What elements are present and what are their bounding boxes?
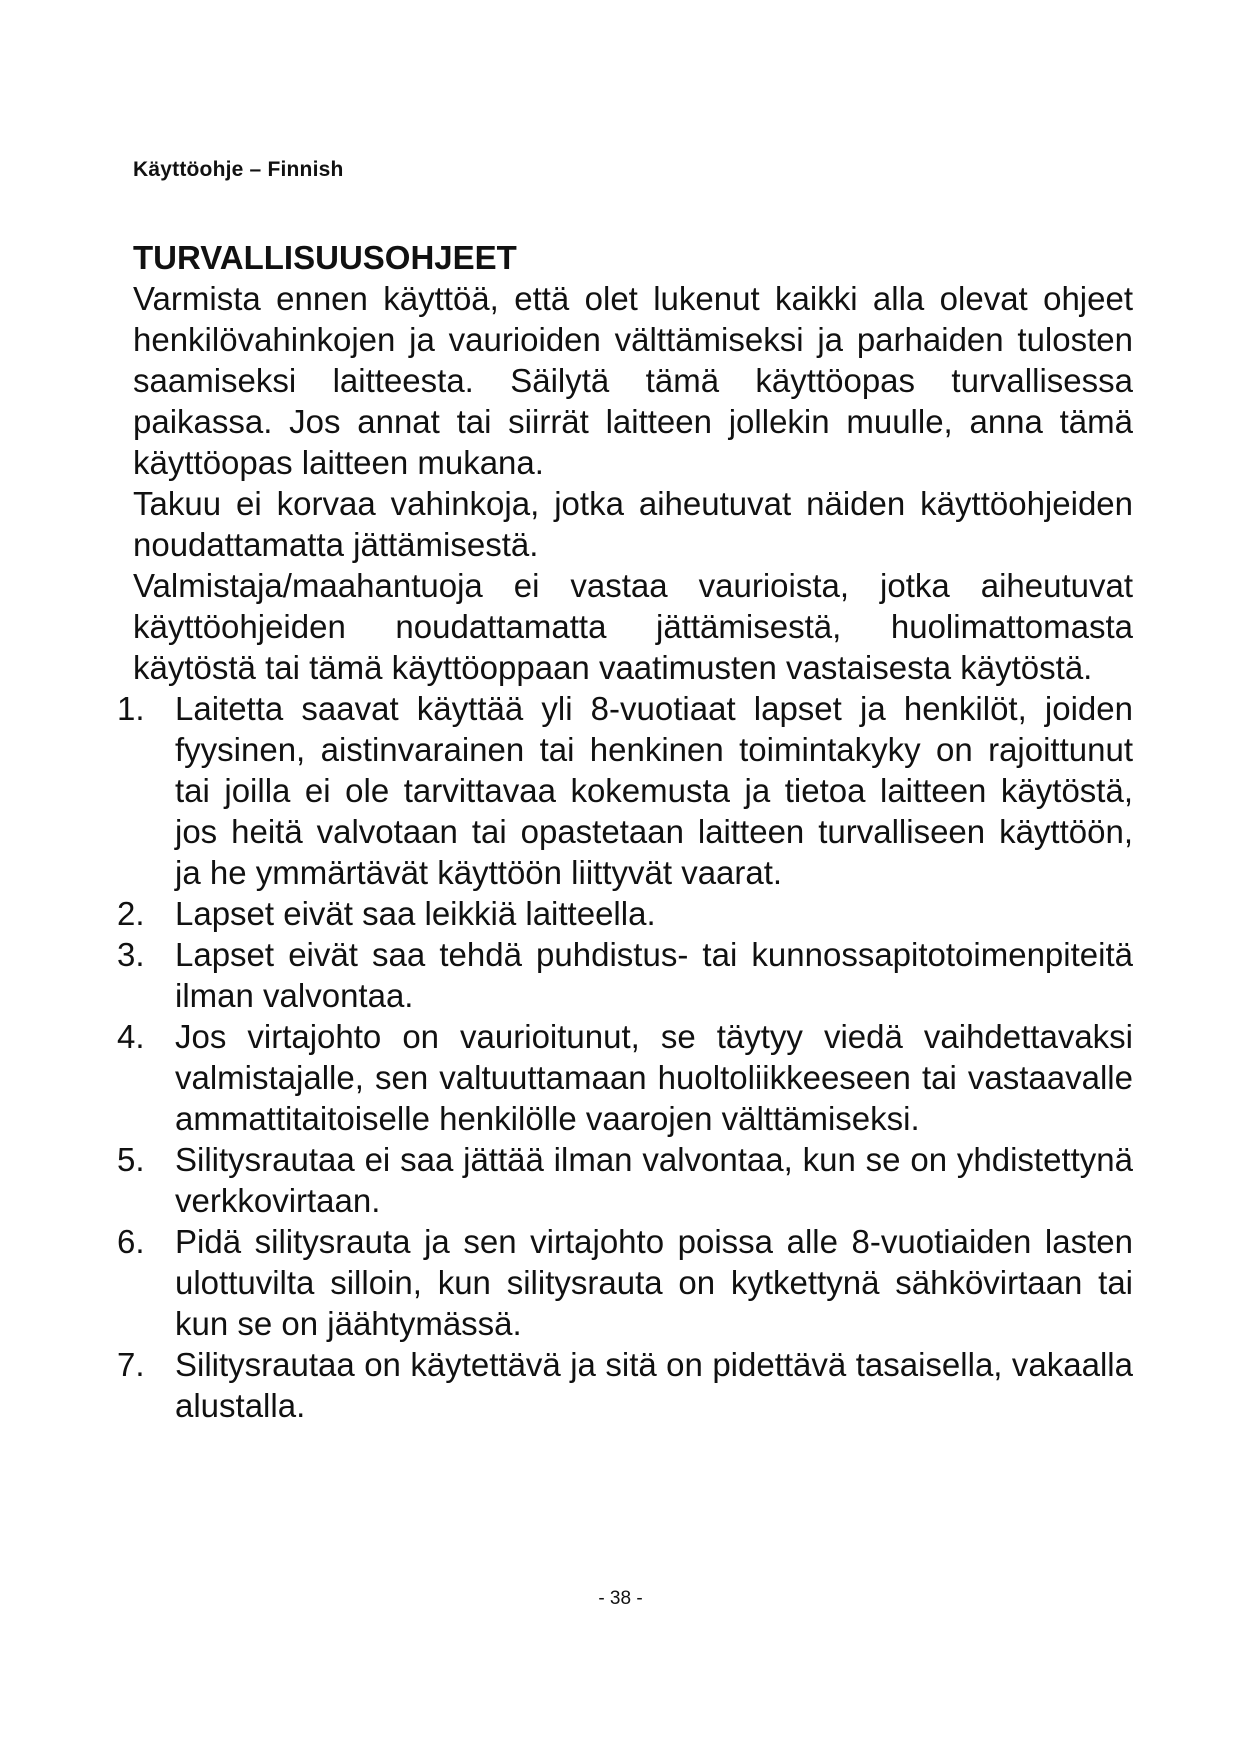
list-item <box>117 1139 1133 1221</box>
list-item <box>117 688 1133 893</box>
item-number: 6. <box>117 1223 145 1260</box>
item-number: 1. <box>117 690 145 727</box>
list-item <box>117 934 1133 1016</box>
item-number: 2. <box>117 895 145 932</box>
item-text: Jos virtajohto on vaurioitunut, se täytyy viedä vaihdettavaksi valmistajalle, sen valtuuttamaan huoltoliikkeeseen tai vastaavalle ammattitaitoiselle henkilölle vaarojen välttämiseksi. <box>175 1018 1133 1137</box>
page-number: - 38 - <box>598 1588 643 1609</box>
item-number: 7. <box>117 1346 145 1383</box>
list-item <box>117 1221 1133 1344</box>
item-text: Lapset eivät saa leikkiä laitteella. <box>175 895 656 932</box>
item-number: 5. <box>117 1141 145 1178</box>
safety-instructions-list <box>117 688 1133 1426</box>
section-title: TURVALLISUUSOHJEET <box>133 239 517 276</box>
item-number: 3. <box>117 936 145 973</box>
item-text: Silitysrautaa ei saa jättää ilman valvontaa, kun se on yhdistettynä verkkovirtaan. <box>175 1141 1133 1219</box>
item-text: Laitetta saavat käyttää yli 8-vuotiaat lapset ja henkilöt, joiden fyysinen, aistinvarainen tai henkinen toimintakyky on rajoittunut tai joilla ei ole tarvittavaa kokemusta ja tietoa laitteen käytöstä, jos heitä valvotaan tai opastetaan laitteen turvalliseen käyttöön, ja he ymmärtävät käyttöön liittyvät vaarat. <box>175 690 1133 891</box>
safety-section <box>117 238 1133 1426</box>
item-text: Pidä silitysrauta ja sen virtajohto poissa alle 8-vuotiaiden lasten ulottuvilta silloin, kun silitysrauta on kytkettynä sähkövirtaan tai kun se on jäähtymässä. <box>175 1223 1133 1342</box>
intro-paragraph: Valmistaja/maahantuoja ei vastaa vaurioista, jotka aiheutuvat käyttöohjeiden noudattamatta jättämisestä, huolimattomasta käytöstä tai tämä käyttöoppaan vaatimusten vastaisesta käytöstä. <box>133 567 1133 686</box>
list-item <box>117 1344 1133 1426</box>
item-text: Lapset eivät saa tehdä puhdistus- tai kunnossapitotoimenpiteitä ilman valvontaa. <box>175 936 1133 1014</box>
manual-language-label: Käyttöohje – Finnish <box>133 158 344 181</box>
intro-paragraph: Varmista ennen käyttöä, että olet lukenut kaikki alla olevat ohjeet henkilövahinkojen ja vaurioiden välttämiseksi ja parhaiden tulosten saamiseksi laitteesta. Säilytä tämä käyttöopas turvallisessa paikassa. Jos annat tai siirrät laitteen jollekin muulle, anna tämä käyttöopas laitteen mukana. <box>133 280 1133 481</box>
item-number: 4. <box>117 1018 145 1055</box>
intro-paragraph: Takuu ei korvaa vahinkoja, jotka aiheutuvat näiden käyttöohjeiden noudattamatta jättämisestä. <box>133 485 1133 563</box>
item-text: Silitysrautaa on käytettävä ja sitä on pidettävä tasaisella, vakaalla alustalla. <box>175 1346 1133 1424</box>
list-item <box>117 1016 1133 1139</box>
list-item <box>117 893 1133 934</box>
intro-text <box>133 278 1133 688</box>
